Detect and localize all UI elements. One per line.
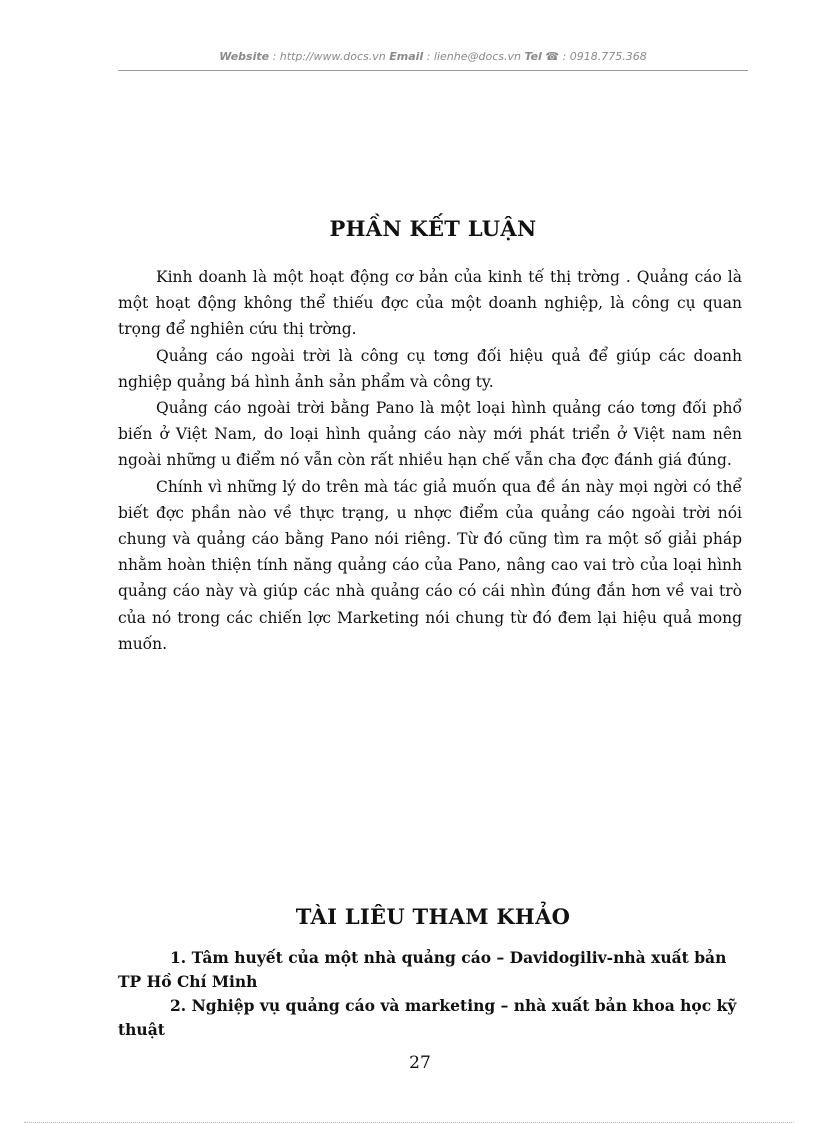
reference-item-2: 2. Nghiệp vụ quảng cáo và marketing – nhà xuất bản khoa học kỹ thuật xyxy=(118,996,737,1039)
email-value: : lienhe@docs.vn xyxy=(423,50,525,63)
conclusion-paragraph-1: Kinh doanh là một hoạt động cơ bản của kinh tế thị trờng . Quảng cáo là một hoạt động không thể thiếu đợc của một doanh nghiệp, là công cụ quan trọng để nghiên cứu thị trờng. xyxy=(118,268,742,339)
tel-label: Tel xyxy=(524,50,542,63)
header-divider xyxy=(118,70,748,71)
conclusion-paragraph-2: Quảng cáo ngoài trời là công cụ tơng đối hiệu quả để giúp các doanh nghiệp quảng bá hình ảnh sản phẩm và công ty. xyxy=(118,346,742,391)
page-number: 27 xyxy=(409,1053,431,1073)
conclusion-body xyxy=(118,264,742,657)
references-title: TÀI LIÊU THAM KHẢO xyxy=(295,904,571,929)
email-label: Email xyxy=(389,50,424,63)
tel-value: : 0918.775.368 xyxy=(559,50,647,63)
page-header xyxy=(118,50,748,63)
conclusion-paragraph-4: Chính vì những lý do trên mà tác giả muốn qua đề án này mọi ngời có thể biết đợc phần nào về thực trạng, u nhợc điểm của quảng cáo ngoài trời nói chung và quảng cáo bằng Pano nói riêng. Từ đó cũng tìm ra một số giải pháp nhằm hoàn thiện tính năng quảng cáo của Pano, nâng cao vai trò của loại hình quảng cáo này và giúp các nhà quảng cáo có cái nhìn đúng đắn hơn về vai trò của nó trong các chiến lợc Marketing nói chung từ đó đem lại hiệu quả mong muốn. xyxy=(118,477,742,653)
phone-icon: ☎ xyxy=(545,50,560,63)
conclusion-paragraph-3: Quảng cáo ngoài trời bằng Pano là một loại hình quảng cáo tơng đối phổ biến ở Việt Nam, do loại hình quảng cáo này mới phát triển ở Việt nam nên ngoài những u điểm nó vẫn còn rất nhiều hạn chế vẫn cha đợc đánh giá đúng. xyxy=(118,399,742,470)
reference-item-1: 1. Tâm huyết của một nhà quảng cáo – Davidogiliv-nhà xuất bản TP Hồ Chí Minh xyxy=(118,948,727,991)
conclusion-title: PHẦN KẾT LUẬN xyxy=(329,216,537,241)
website-label: Website xyxy=(219,50,270,63)
website-value: : http://www.docs.vn xyxy=(269,50,390,63)
references-list xyxy=(118,946,742,1042)
